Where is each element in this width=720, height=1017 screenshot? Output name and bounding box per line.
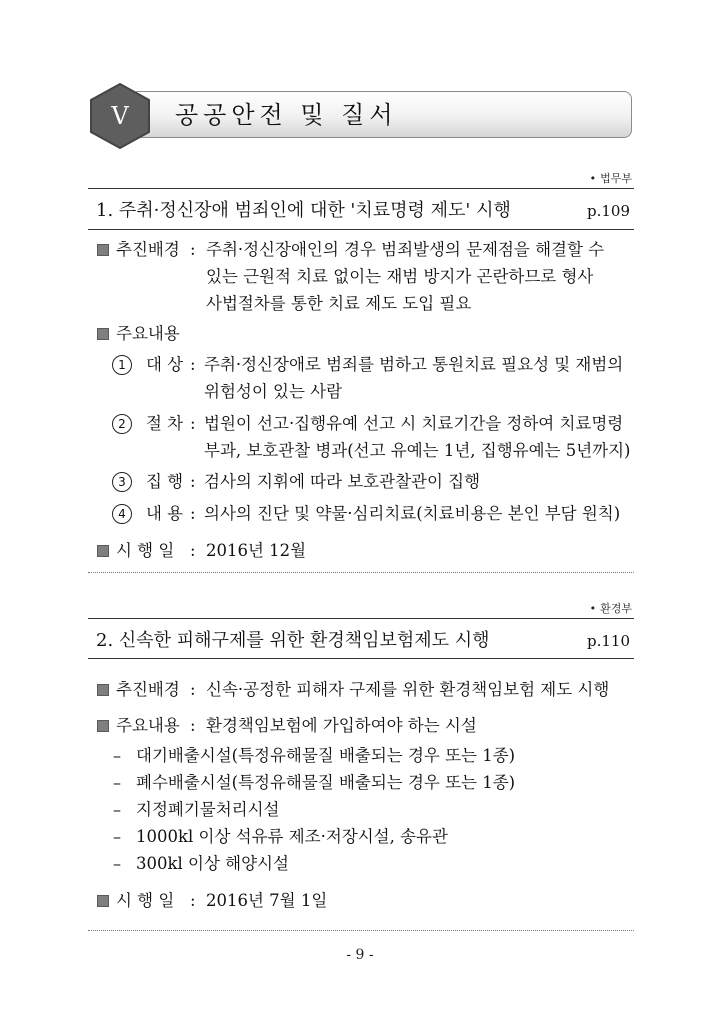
colon: : — [190, 891, 196, 910]
effective-date: 2016년 7월 1일 — [206, 891, 328, 910]
bullet-square-icon — [97, 244, 109, 256]
item-text: 부과, 보호관찰 병과(선고 유예는 1년, 집행유예는 5년까지) — [204, 441, 631, 460]
facility-item: 지정폐기물처리시설 — [136, 800, 280, 819]
content-text: 환경책임보험에 가입하여야 하는 시설 — [206, 716, 477, 735]
background-line: 주취·정신장애인의 경우 범죄발생의 문제점을 해결할 수 — [206, 240, 605, 259]
facility-item: 폐수배출시설(특정유해물질 배출되는 경우 또는 1종) — [136, 773, 516, 792]
section-title-underline — [88, 658, 634, 659]
chapter-numeral: V — [111, 102, 129, 130]
item-text: 주취·정신장애로 범죄를 범하고 통원치료 필요성 및 재범의 — [204, 355, 624, 374]
dash-bullet: – — [113, 854, 121, 873]
section-title: 1. 주취·정신장애 범죄인에 대한 '치료명령 제도' 시행 — [96, 200, 511, 221]
date-label: 시 행 일 — [116, 891, 175, 910]
item-label: 대 상 — [146, 355, 184, 374]
colon: : — [190, 240, 196, 259]
colon: : — [190, 355, 196, 374]
background-label: 추진배경 — [116, 680, 180, 699]
item-text: 위험성이 있는 사람 — [204, 382, 343, 401]
ministry-tag: • 법무부 — [589, 172, 632, 185]
colon: : — [190, 472, 196, 491]
facility-item: 1000kl 이상 석유류 제조·저장시설, 송유관 — [136, 827, 448, 846]
item-text: 검사의 지휘에 따라 보호관찰관이 집행 — [204, 472, 481, 491]
bullet-square-icon — [97, 895, 109, 907]
bullet-square-icon — [97, 720, 109, 732]
section-title: 2. 신속한 피해구제를 위한 환경책임보험제도 시행 — [96, 630, 490, 651]
date-label: 시 행 일 — [116, 541, 175, 560]
section-divider — [88, 930, 634, 931]
background-line: 있는 근원적 치료 없이는 재범 방지가 곤란하므로 형사 — [206, 267, 594, 286]
item-label: 내 용 — [146, 504, 184, 523]
circled-number-icon: 1 — [112, 355, 132, 375]
ministry-name: 법무부 — [600, 172, 632, 185]
colon: : — [190, 541, 196, 560]
background-line: 신속·공정한 피해자 구제를 위한 환경책임보험 제도 시행 — [206, 680, 610, 699]
section-top-rule — [88, 188, 634, 189]
item-text: 법원이 선고·집행유예 선고 시 치료기간을 정하여 치료명령 — [204, 414, 624, 433]
section-divider — [88, 572, 634, 573]
dash-bullet: – — [113, 827, 121, 846]
section-title-underline — [88, 229, 634, 230]
page-number: - 9 - — [346, 947, 374, 963]
section-page-ref: p.110 — [586, 632, 630, 650]
circled-number-icon: 2 — [112, 414, 132, 434]
colon: : — [190, 414, 196, 433]
bullet-square-icon — [97, 545, 109, 557]
item-label: 절 차 — [146, 414, 184, 433]
section-page-ref: p.109 — [586, 202, 630, 220]
content-label: 주요내용 — [116, 324, 180, 343]
colon: : — [190, 716, 196, 735]
colon: : — [190, 504, 196, 523]
circled-number-icon: 4 — [112, 504, 132, 524]
chapter-title: 공공안전 및 질서 — [175, 101, 398, 129]
dash-bullet: – — [113, 800, 121, 819]
ministry-tag: • 환경부 — [589, 602, 632, 615]
content-label: 주요내용 — [116, 716, 180, 735]
colon: : — [190, 680, 196, 699]
circled-number-icon: 3 — [112, 472, 132, 492]
bullet-square-icon — [97, 684, 109, 696]
background-line: 사법절차를 통한 치료 제도 도입 필요 — [206, 294, 472, 313]
dash-bullet: – — [113, 773, 121, 792]
ministry-name: 환경부 — [600, 602, 632, 615]
effective-date: 2016년 12월 — [206, 541, 307, 560]
facility-item: 대기배출시설(특정유해물질 배출되는 경우 또는 1종) — [136, 746, 516, 765]
facility-item: 300kl 이상 해양시설 — [136, 854, 289, 873]
item-text: 의사의 진단 및 약물·심리치료(치료비용은 본인 부담 원칙) — [204, 504, 621, 523]
background-label: 추진배경 — [116, 240, 180, 259]
dash-bullet: – — [113, 746, 121, 765]
bullet-square-icon — [97, 328, 109, 340]
section-top-rule — [88, 618, 634, 619]
item-label: 집 행 — [146, 472, 184, 491]
